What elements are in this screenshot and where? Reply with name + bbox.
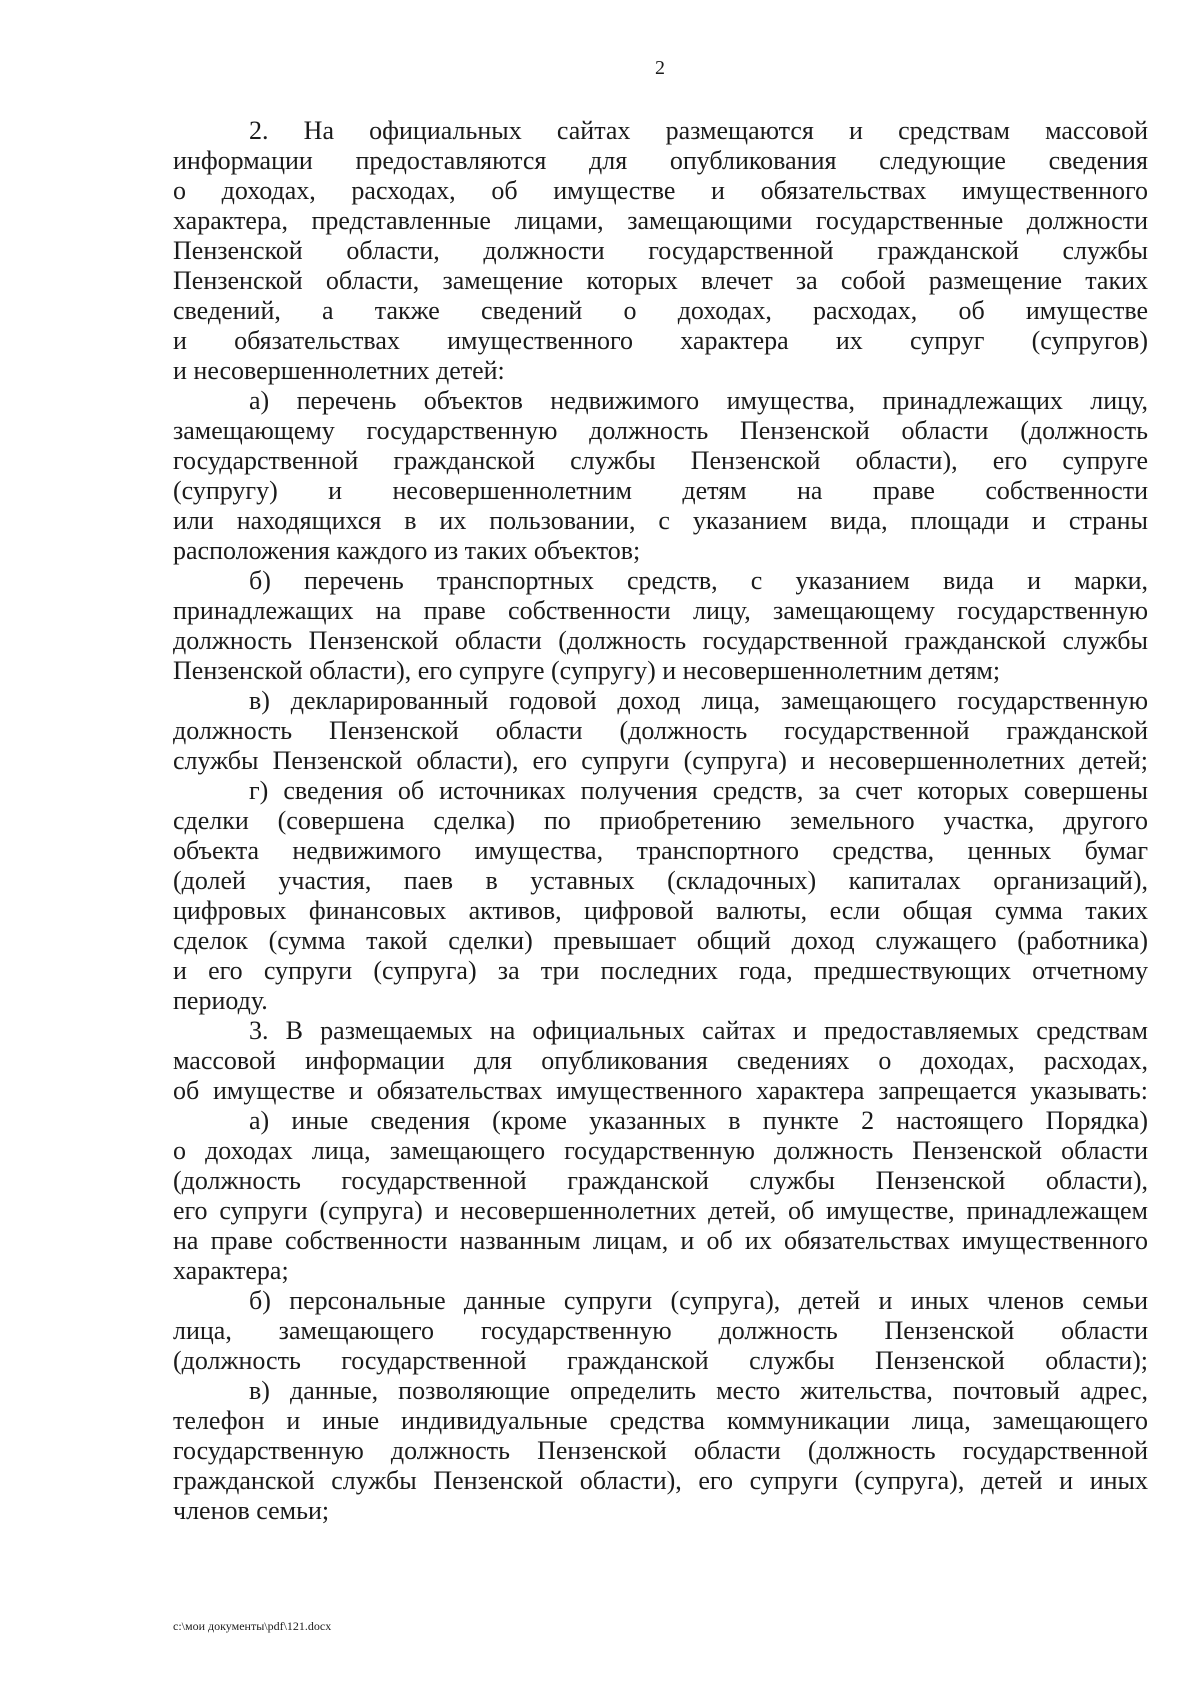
text-line: характера, представленные лицами, замещающими государственные должности (173, 206, 1148, 235)
text-line: принадлежащих на праве собственности лицу, замещающему государственную (173, 596, 1148, 625)
text-line: сведений, а также сведений о доходах, расходах, об имуществе (173, 296, 1148, 325)
text-line: (долей участия, паев в уставных (складочных) капиталах организаций), (173, 866, 1148, 895)
paragraph-first-line: б) перечень транспортных средств, с указанием вида и марки, (249, 566, 1148, 595)
paragraph-first-line: а) перечень объектов недвижимого имущества, принадлежащих лицу, (249, 386, 1148, 415)
footer-file-path: c:\мои документы\pdf\121.docx (173, 1619, 332, 1633)
text-line: на праве собственности названным лицам, и об их обязательствах имущественного (173, 1226, 1148, 1255)
paragraph-first-line: а) иные сведения (кроме указанных в пункте 2 настоящего Порядка) (249, 1106, 1148, 1135)
text-line: Пензенской области, замещение которых влечет за собой размещение таких (173, 266, 1148, 295)
text-line: расположения каждого из таких объектов; (173, 536, 641, 565)
text-line: должность Пензенской области (должность государственной гражданской (173, 716, 1148, 745)
paragraph-first-line: б) персональные данные супруги (супруга), детей и иных членов семьи (249, 1286, 1148, 1315)
text-line: Пензенской области), его супруге (супругу) и несовершеннолетним детям; (173, 656, 1001, 685)
text-line: и несовершеннолетних детей: (173, 356, 505, 385)
text-line: и его супруги (супруга) за три последних года, предшествующих отчетному (173, 956, 1148, 985)
text-line: членов семьи; (173, 1496, 330, 1525)
text-line: (супругу) и несовершеннолетним детям на праве собственности (173, 476, 1148, 505)
text-line: должность Пензенской области (должность государственной гражданской службы (173, 626, 1148, 655)
text-line: объекта недвижимого имущества, транспортного средства, ценных бумаг (173, 836, 1148, 865)
text-line: периоду. (173, 986, 268, 1015)
text-line: государственной гражданской службы Пензенской области), его супруге (173, 446, 1148, 475)
paragraph-first-line: в) данные, позволяющие определить место жительства, почтовый адрес, (249, 1376, 1148, 1405)
text-line: лица, замещающего государственную должность Пензенской области (173, 1316, 1148, 1345)
paragraph-first-line: в) декларированный годовой доход лица, замещающего государственную (249, 686, 1148, 715)
text-line: об имуществе и обязательствах имущественного характера запрещается указывать: (173, 1076, 1148, 1105)
text-line: цифровых финансовых активов, цифровой валюты, если общая сумма таких (173, 896, 1148, 925)
document-body (173, 116, 1148, 1526)
paragraph-first-line: 2. На официальных сайтах размещаются и средствам массовой (249, 116, 1148, 145)
text-line: характера; (173, 1256, 289, 1285)
paragraph-first-line: 3. В размещаемых на официальных сайтах и предоставляемых средствам (249, 1016, 1148, 1045)
text-line: государственную должность Пензенской области (должность государственной (173, 1436, 1148, 1465)
text-line: его супруги (супруга) и несовершеннолетних детей, об имуществе, принадлежащем (173, 1196, 1148, 1225)
text-line: сделок (сумма такой сделки) превышает общий доход служащего (работника) (173, 926, 1148, 955)
text-line: телефон и иные индивидуальные средства коммуникации лица, замещающего (173, 1406, 1148, 1435)
text-line: или находящихся в их пользовании, с указанием вида, площади и страны (173, 506, 1148, 535)
text-line: гражданской службы Пензенской области), его супруги (супруга), детей и иных (173, 1466, 1148, 1495)
text-line: (должность государственной гражданской службы Пензенской области); (173, 1346, 1148, 1375)
text-line: массовой информации для опубликования сведениях о доходах, расходах, (173, 1046, 1148, 1075)
text-line: службы Пензенской области), его супруги (супруга) и несовершеннолетних детей; (173, 746, 1148, 775)
text-line: о доходах, расходах, об имуществе и обязательствах имущественного (173, 176, 1148, 205)
text-line: замещающему государственную должность Пензенской области (должность (173, 416, 1148, 445)
text-line: (должность государственной гражданской службы Пензенской области), (173, 1166, 1148, 1195)
text-line: Пензенской области, должности государственной гражданской службы (173, 236, 1148, 265)
text-line: сделки (совершена сделка) по приобретению земельного участка, другого (173, 806, 1148, 835)
page-number: 2 (655, 57, 665, 79)
text-line: и обязательствах имущественного характера их супруг (супругов) (173, 326, 1148, 355)
text-line: информации предоставляются для опубликования следующие сведения (173, 146, 1148, 175)
paragraph-first-line: г) сведения об источниках получения средств, за счет которых совершены (249, 776, 1148, 805)
text-line: о доходах лица, замещающего государственную должность Пензенской области (173, 1136, 1148, 1165)
